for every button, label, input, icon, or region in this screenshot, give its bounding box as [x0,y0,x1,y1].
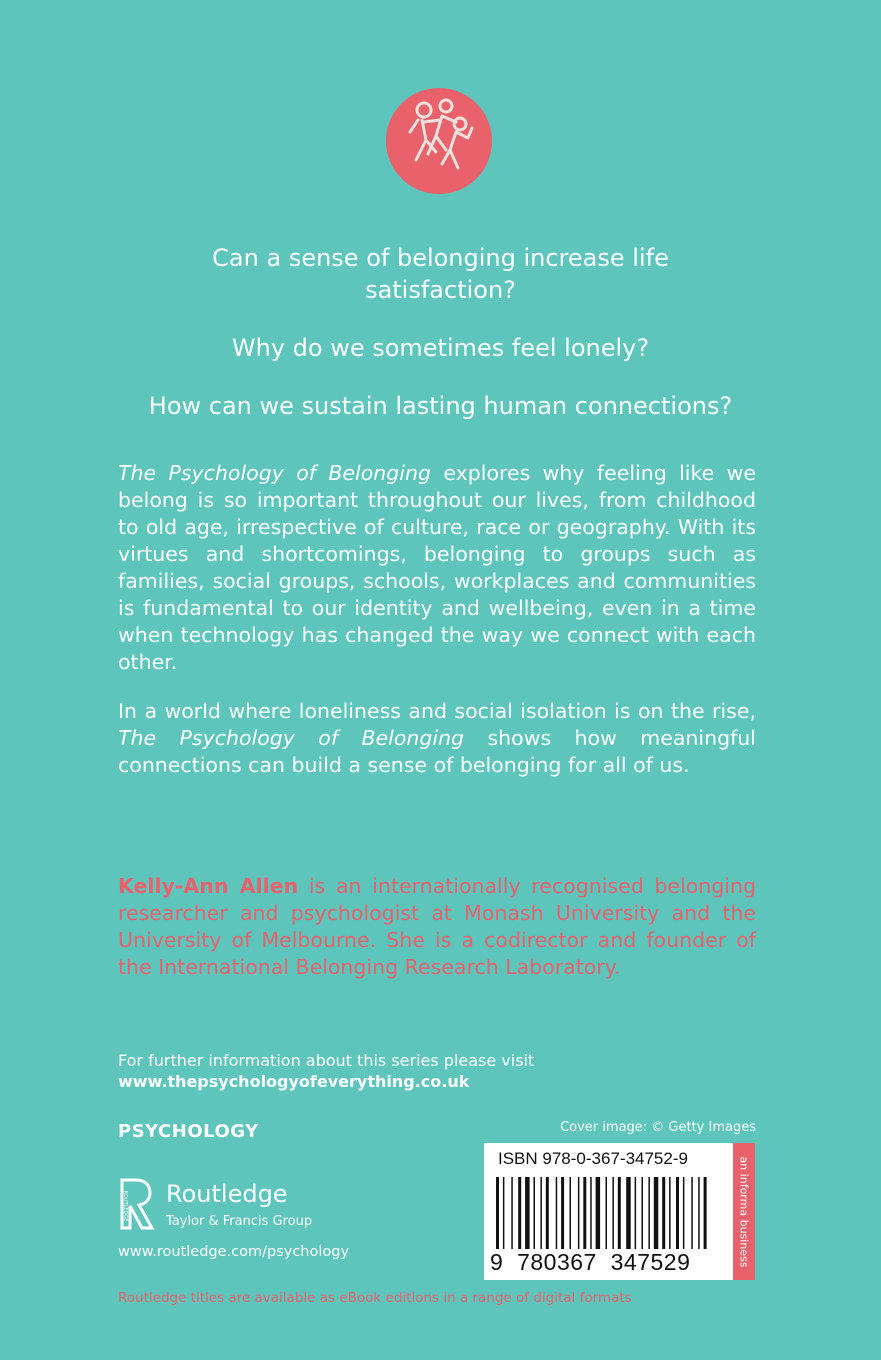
book-title: The Psychology of Belonging [118,461,431,485]
barcode-bar [525,1177,530,1249]
series-url-link[interactable]: www.thepsychologyofeverything.co.uk [118,1072,470,1091]
barcode-bar [578,1177,580,1249]
description-paragraph-2: In a world where loneliness and social isolation is on the rise, The Psychology of Belonging shows how meaningful connections can build a sense of belonging for all of us. [118,699,756,777]
barcode-bar [596,1177,601,1249]
barcode-bar [503,1177,505,1249]
series-logo [386,88,492,194]
book-title: The Psychology of Belonging [118,726,465,750]
ebook-note: Routledge titles are available as eBook editions in a range of digital formats [118,1290,632,1306]
barcode-bar [683,1177,685,1249]
questions-block [0,242,881,422]
ean-digits: 9 780367 347529 [490,1249,691,1275]
barcode-bar [704,1177,707,1249]
barcode-bar [676,1177,679,1249]
barcode-bar [570,1177,572,1249]
series-info [118,1050,534,1092]
barcode-bar [635,1177,637,1249]
barcode-bar [662,1177,665,1249]
barcode-bar [590,1177,592,1249]
barcode-bar [626,1177,631,1249]
barcode-bar [583,1177,586,1249]
barcode-bar [669,1177,671,1249]
barcode-bar [556,1177,558,1249]
barcode [492,1177,726,1253]
category-label: PSYCHOLOGY [118,1121,259,1142]
dancing-figures-icon [386,88,492,194]
question-1: Can a sense of belonging increase life satisfaction? [212,244,669,304]
routledge-logo-icon [118,1176,158,1232]
barcode-bar [654,1177,659,1249]
barcode-bar [496,1177,499,1249]
question-2: Why do we sometimes feel lonely? [231,334,650,362]
publisher-group: Taylor & Francis Group [166,1214,313,1229]
barcode-bar [642,1177,644,1249]
book-description [118,460,756,779]
barcode-bar [540,1177,542,1249]
description-paragraph-1: The Psychology of Belonging explores why feeling like we belong is so important throughout our lives, from childhood to old age, irrespective of culture, race or geography. With its virtues and shortcomings, belonging to groups such as families, social groups, schools, workplaces and communities is fundamental to our identity and wellbeing, even in a time when technology has changed the way we connect with each other. [118,461,756,674]
question-3: How can we sustain lasting human connections? [148,392,733,420]
isbn-label: ISBN 978-0-367-34752-9 [498,1149,688,1168]
series-info-text: For further information about this series please visit [118,1051,535,1070]
barcode-bar [546,1177,549,1249]
barcode-bar [618,1177,621,1249]
barcode-box [484,1143,733,1280]
barcode-bar [511,1177,513,1249]
barcode-bar [561,1177,564,1249]
publisher-name: Routledge [166,1180,288,1208]
publisher-url-link[interactable]: www.routledge.com/psychology [118,1244,350,1260]
barcode-bar [612,1177,614,1249]
informa-strip [733,1143,755,1280]
barcode-bar [691,1177,693,1249]
author-name: Kelly-Ann Allen [118,874,299,898]
informa-label: an informa business [737,1155,751,1268]
barcode-bar [518,1177,521,1249]
barcode-bar [698,1177,700,1249]
barcode-bar [648,1177,650,1249]
author-bio: Kelly-Ann Allen is an internationally recognised belonging researcher and psychologist at Monash University and the University of Melbourne. She is a codirector and founder of the International Belonging Research Laboratory. [118,874,756,979]
svg-text:ROUTLEDGE: ROUTLEDGE [122,1190,128,1222]
barcode-bar [534,1177,536,1249]
cover-credit: Cover image: © Getty Images [560,1120,756,1135]
barcode-bar [606,1177,608,1249]
